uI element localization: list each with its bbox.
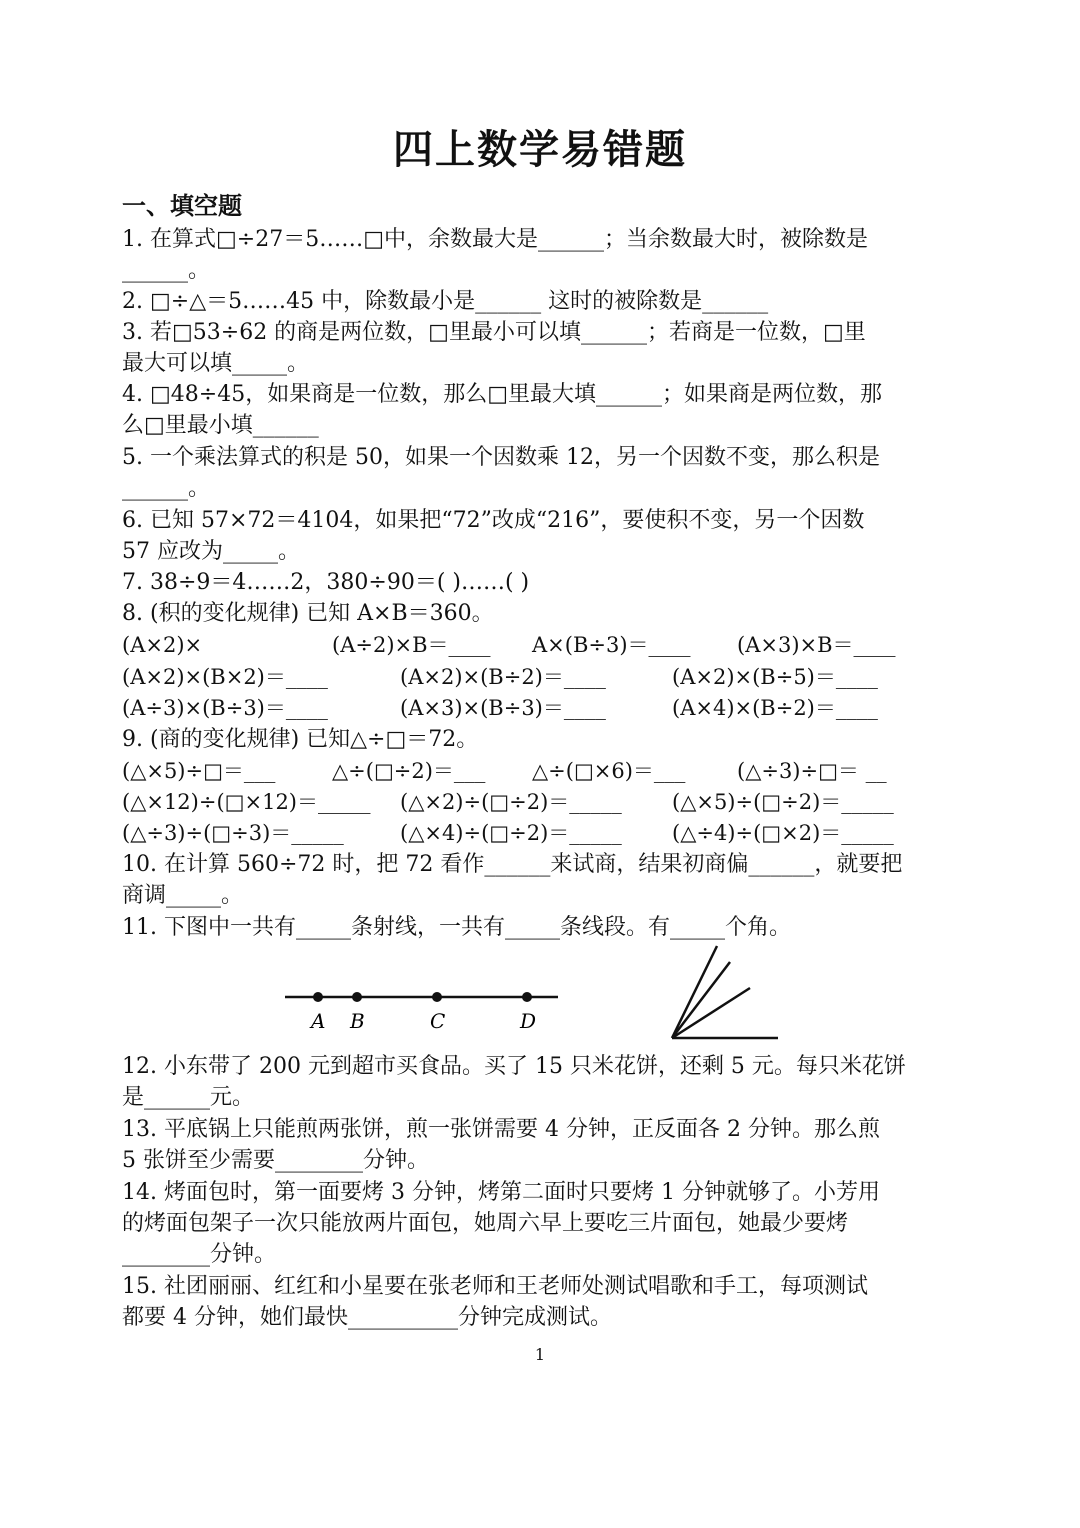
question-5-line-2: ______。 [122,476,211,501]
point-d [522,992,532,1002]
q9-expr: (△×2)÷(□÷2)＝_____ [400,790,622,814]
question-11-line-1: 11. 下图中一共有_____条射线，一共有_____条线段。有_____个角。 [122,915,791,940]
question-15-line-2: 都要 4 分钟，她们最快__________分钟完成测试。 [122,1305,612,1330]
label-d: D [520,1009,537,1033]
question-12-line-1: 12. 小东带了 200 元到超市买食品。买了 15 只米花饼，还剩 5 元。每只米花饼 [122,1054,906,1079]
q8-expr: (A×2)×(B×2)＝____ [122,665,328,689]
question-13-line-2: 5 张饼至少需要________分钟。 [122,1148,429,1173]
question-6-line-1: 6. 已知 57×72＝4104，如果把“72”改成“216”，要使积不变，另一个因数 [122,508,865,533]
label-c: C [430,1009,446,1033]
q9-expr: (△÷3)÷(□÷3)＝_____ [122,821,344,845]
q8-expr: (A×2)×(B÷2)＝____ [400,665,606,689]
question-12-line-2: 是______元。 [122,1085,255,1110]
question-7-line-1: 7. 38÷9＝4……2，380÷90＝( )……( ) [122,570,530,595]
question-6-line-2: 57 应改为_____。 [122,539,300,564]
question-9-line-1: 9. (商的变化规律) 已知△÷□＝72。 [122,727,479,752]
label-b: B [350,1009,365,1033]
question-1-line-1: 1. 在算式□÷27＝5……□中，余数最大是______；当余数最大时，被除数是 [122,227,868,252]
q8-expr: (A×2)×(B÷5)＝____ [672,665,878,689]
question-2-line-1: 2. □÷△＝5……45 中，除数最小是______ 这时的被除数是______ [122,289,769,314]
q8-expr: (A×4)×(B÷2)＝____ [672,696,878,720]
q8-expr: A×(B÷3)＝____ [532,633,691,657]
q8-expr: (A×3)×(B÷3)＝____ [400,696,606,720]
q9-expr: (△×12)÷(□×12)＝_____ [122,790,371,814]
question-10-line-2: 商调_____。 [122,883,244,908]
question-3-line-1: 3. 若□53÷62 的商是两位数，□里最小可以填______；若商是一位数，□里 [122,320,866,345]
question-8-line-1: 8. (积的变化规律) 已知 A×B＝360。 [122,601,494,626]
q8-expr: (A÷2)×B＝____ [332,633,491,657]
q9-expr: △÷(□×6)＝___ [532,759,686,783]
q8-expr: (A×3)×B＝____ [737,633,896,657]
question-11-figure [0,940,1080,1050]
q9-expr: (△×4)÷(□÷2)＝_____ [400,821,622,845]
q9-expr: (△÷4)÷(□×2)＝_____ [672,821,894,845]
q9-expr: (△×5)÷□＝___ [122,759,276,783]
point-c [432,992,442,1002]
q8-expr: (A÷3)×(B÷3)＝____ [122,696,328,720]
angle-rays-figure [672,946,778,1038]
question-15-line-1: 15. 社团丽丽、红红和小星要在张老师和王老师处测试唱歌和手工，每项测试 [122,1274,868,1299]
question-1-line-2: ______。 [122,258,211,283]
question-10-line-1: 10. 在计算 560÷72 时，把 72 看作______来试商，结果初商偏______，就要把 [122,852,903,877]
page-number: 1 [534,1345,546,1364]
question-4-line-1: 4. □48÷45，如果商是一位数，那么□里最大填______；如果商是两位数，那 [122,382,882,407]
q8-expr: (A×2)× [122,633,203,657]
question-4-line-2: 么□里最小填______ [122,413,319,438]
question-14-line-2: 的烤面包架子一次只能放两片面包，她周六早上要吃三片面包，她最少要烤 [122,1211,849,1236]
q9-expr: △÷(□÷2)＝___ [332,759,486,783]
question-5-line-1: 5. 一个乘法算式的积是 50，如果一个因数乘 12，另一个因数不变，那么积是 [122,445,880,470]
question-14-line-3: ________分钟。 [122,1242,277,1267]
question-3-line-2: 最大可以填_____。 [122,351,310,376]
question-14-line-1: 14. 烤面包时，第一面要烤 3 分钟，烤第二面时只要烤 1 分钟就够了。小芳用 [122,1180,880,1205]
ray [672,962,730,1038]
question-13-line-1: 13. 平底锅上只能煎两张饼，煎一张饼需要 4 分钟，正反面各 2 分钟。那么煎 [122,1117,880,1142]
section-heading-fill-in: 一、填空题 [122,192,242,220]
point-a [313,992,323,1002]
page-title: 四上数学易错题 [393,127,687,173]
q9-expr: (△×5)÷(□÷2)＝_____ [672,790,894,814]
label-a: A [311,1009,326,1033]
point-b [352,992,362,1002]
q9-expr: (△÷3)÷□＝ __ [737,759,887,783]
